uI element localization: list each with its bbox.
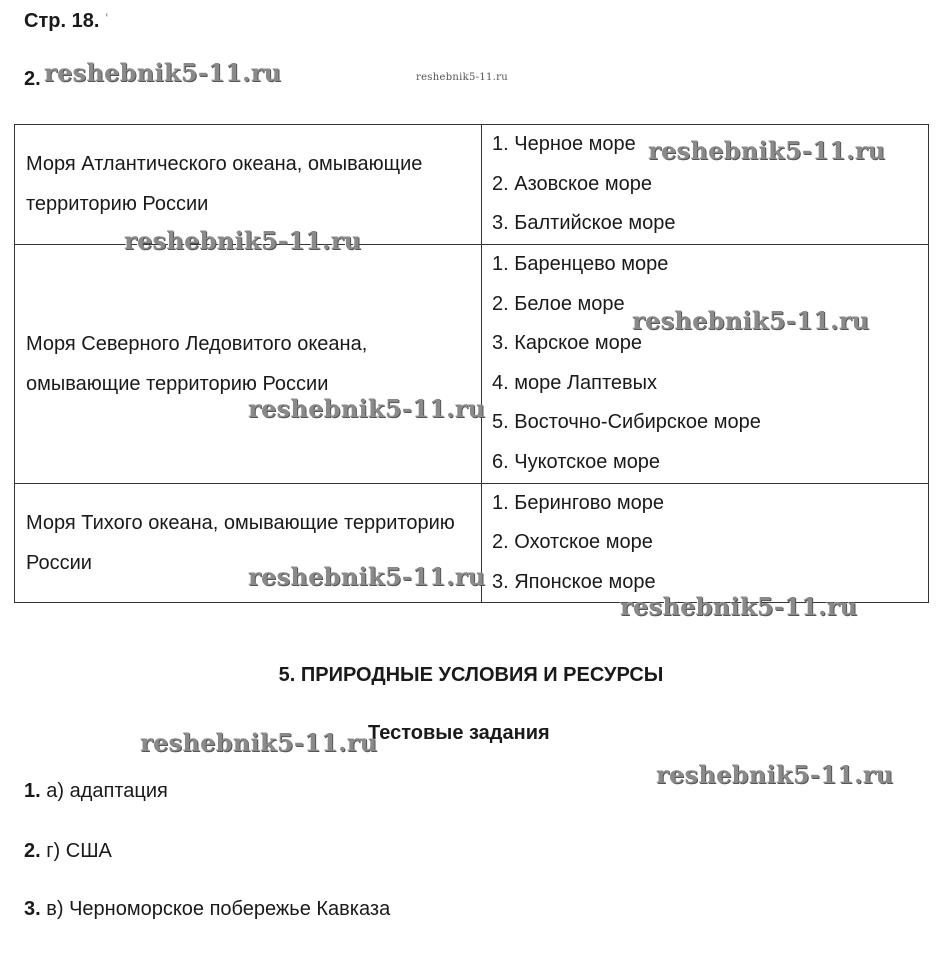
table-row [15, 244, 929, 483]
list-item: 3. Балтийское море [492, 212, 676, 234]
page-label [24, 10, 108, 33]
task-2-number: 2. [24, 68, 41, 90]
list-item: 6. Чукотское море [492, 450, 661, 473]
watermark: reshebnik5-11.ru [124, 226, 362, 255]
subsection-title: Тестовые задания [368, 722, 550, 744]
ocean-label: Моря Тихого океана, омывающие территорию России [15, 483, 482, 603]
watermark: reshebnik5-11.ru [620, 592, 858, 621]
answer-number: 1. [24, 780, 41, 802]
list-item: 2. Азовское море [492, 172, 652, 195]
ocean-label: Моря Атлантического океана, омывающие территорию России [15, 125, 482, 245]
list-item: 1. Баренцево море [492, 253, 669, 275]
answer-text: г) США [40, 840, 112, 862]
sea-list [492, 125, 928, 244]
list-item: 2. Белое море [492, 292, 625, 315]
answer-1 [24, 780, 168, 803]
table-row [15, 483, 929, 603]
watermark: reshebnik5-11.ru [248, 394, 486, 423]
list-item: 3. Карское море [492, 332, 643, 354]
sea-list-cell [482, 125, 929, 245]
list-item: 1. Черное море [492, 133, 636, 155]
watermark: reshebnik5-11.ru [248, 562, 486, 591]
watermark: reshebnik5-11.ru [656, 760, 894, 789]
watermark: reshebnik5-11.ru [44, 58, 282, 87]
table-row [15, 125, 929, 245]
watermark: reshebnik5-11.ru [632, 306, 870, 335]
answer-3 [24, 898, 390, 921]
answer-2 [24, 840, 112, 863]
watermark: reshebnik5-11.ru [140, 728, 378, 757]
section-title: 5. ПРИРОДНЫЕ УСЛОВИЯ И РЕСУРСЫ [278, 664, 664, 686]
sea-list [492, 245, 928, 482]
answer-number: 3. [24, 898, 41, 920]
list-item: 3. Японское море [492, 570, 656, 593]
list-item: 2. Охотское море [492, 531, 653, 553]
sea-list [492, 484, 928, 603]
list-item: 5. Восточно-Сибирское море [492, 411, 761, 433]
ocean-label: Моря Северного Ледовитого океана, омывающие территорию России [15, 244, 482, 483]
watermark: reshebnik5-11.ru [648, 136, 886, 165]
page-label-tick: ' [105, 10, 109, 26]
list-item: 1. Берингово море [492, 491, 665, 514]
answer-number: 2. [24, 840, 41, 862]
answer-text: в) Черноморское побережье Кавказа [40, 898, 391, 920]
sea-list-cell [482, 244, 929, 483]
answer-text: а) адаптация [40, 780, 168, 802]
watermark-small: reshebnik5-11.ru [416, 72, 508, 83]
page-label-text: Стр. 18. [24, 10, 100, 32]
list-item: 4. море Лаптевых [492, 371, 658, 394]
seas-table [14, 124, 929, 603]
sea-list-cell [482, 483, 929, 603]
